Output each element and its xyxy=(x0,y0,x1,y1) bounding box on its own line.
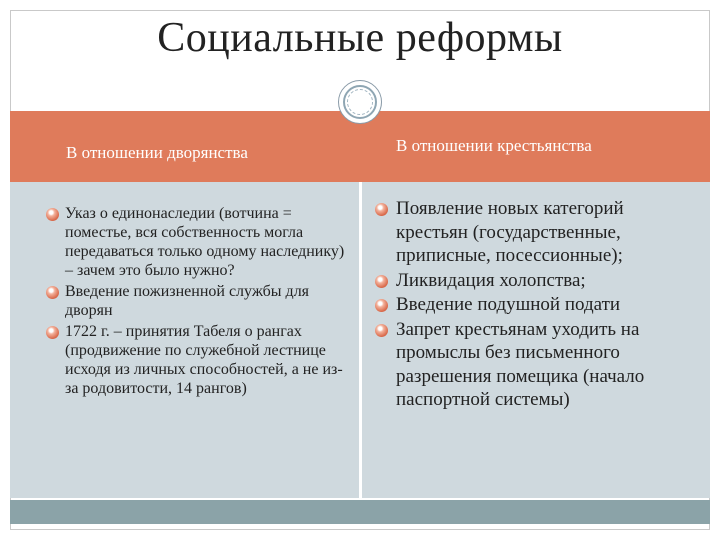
list-item xyxy=(65,204,355,280)
column-header-nobility: В отношении дворянства xyxy=(66,143,248,162)
list-item-text: Ликвидация холопства; xyxy=(396,269,586,291)
column-divider xyxy=(359,182,362,498)
footer-band xyxy=(10,500,710,524)
bullet-dot-icon xyxy=(375,203,388,216)
peasantry-reforms-list xyxy=(396,197,696,413)
list-item-text: Запрет крестьянам уходить на промыслы без письменного разрешения помещика (начало паспортной системы) xyxy=(396,318,645,410)
nobility-reforms-list xyxy=(65,204,355,400)
bullet-dot-icon xyxy=(375,324,388,337)
bullet-dot-icon xyxy=(46,326,59,339)
bullet-dot-icon xyxy=(46,286,59,299)
ornament-dashed-ring-icon xyxy=(347,89,373,115)
bullet-dot-icon xyxy=(46,208,59,221)
list-item xyxy=(396,293,696,317)
list-item xyxy=(396,269,696,293)
list-item-text: Введение пожизненной службы для дворян xyxy=(65,283,310,319)
list-item xyxy=(396,197,696,268)
list-item-text: Указ о единонаследии (вотчина = поместье, вся собственность могла передаваться только одному наследнику) – зачем это было нужно? xyxy=(65,205,345,279)
bullet-dot-icon xyxy=(375,275,388,288)
list-item xyxy=(396,318,696,412)
list-item xyxy=(65,322,355,398)
column-header-peasantry: В отношении крестьянства xyxy=(396,136,592,155)
list-item xyxy=(65,282,355,320)
list-item-text: 1722 г. – принятия Табеля о рангах (продвижение по служебной лестнице исходя из личных способностей, а не из-за родовитости, 14 рангов) xyxy=(65,323,343,397)
bullet-dot-icon xyxy=(375,299,388,312)
list-item-text: Введение подушной подати xyxy=(396,294,621,315)
slide-title: Социальные реформы xyxy=(157,15,563,61)
list-item-text: Появление новых категорий крестьян (государственные, приписные, посессионные); xyxy=(396,198,624,266)
